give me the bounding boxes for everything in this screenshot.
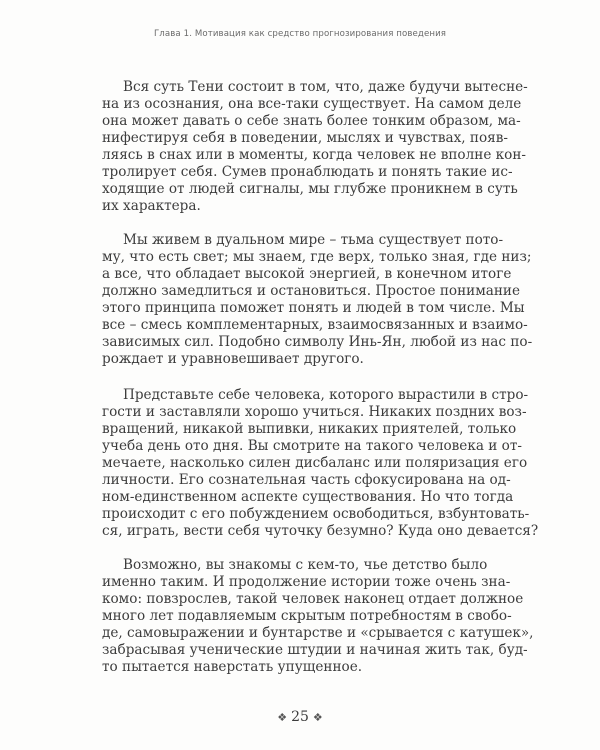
text-line: она может давать о себе знать более тонким образом, ма- bbox=[102, 113, 521, 129]
text-line: а все, что обладает высокой энергией, в конечном итоге bbox=[102, 266, 512, 282]
text-line: мечаете, насколько силен дисбаланс или поляризация его bbox=[102, 455, 528, 471]
page-footer bbox=[0, 709, 600, 725]
paragraph bbox=[102, 557, 534, 676]
text-line: ся, играть, вести себя чуточку безумно? Куда оно девается? bbox=[102, 523, 539, 539]
running-header: Глава 1. Мотивация как средство прогнозирования поведения bbox=[153, 29, 447, 39]
paragraph bbox=[102, 232, 533, 368]
page-number: 25 bbox=[291, 709, 309, 725]
text-line: Вся суть Тени состоит в том, что, даже будучи вытесне- bbox=[123, 79, 528, 95]
text-line: Возможно, вы знакомы с кем-то, чье детство было bbox=[123, 557, 488, 573]
text-line: рождает и уравновешивает другого. bbox=[102, 351, 364, 367]
text-line: Мы живем в дуальном мире – тьма существует пото- bbox=[123, 232, 504, 248]
text-line: то пытается наверстать упущенное. bbox=[102, 659, 363, 675]
text-line: их характера. bbox=[102, 198, 201, 214]
ornament-left-icon: ❖ bbox=[277, 711, 288, 724]
text-line: учеба день ото дня. Вы смотрите на такого человека и от- bbox=[102, 438, 522, 454]
text-line: комо: повзрослев, такой человек наконец отдает должное bbox=[102, 591, 524, 607]
text-line: происходит с его побуждением освободиться, взбунтовать- bbox=[102, 506, 530, 522]
paragraph bbox=[102, 387, 539, 540]
text-line: много лет подавляемым скрытым потребностям в свобо- bbox=[102, 608, 512, 624]
text-line: зависимых сил. Подобно символу Инь-Ян, любой из нас по- bbox=[102, 334, 533, 350]
text-line: де, самовыражении и бунтарстве и «срывается с катушек», bbox=[102, 625, 534, 641]
text-line: должно замедлиться и остановиться. Простое понимание bbox=[102, 283, 521, 299]
ornament-right-icon: ❖ bbox=[312, 711, 323, 724]
text-line: Представьте себе человека, которого вырастили в стро- bbox=[123, 387, 529, 403]
text-line: ляясь в снах или в моменты, когда человек не вполне кон- bbox=[102, 147, 527, 163]
paragraph bbox=[102, 79, 528, 215]
text-line: личности. Его сознательная часть сфокусирована на од- bbox=[102, 472, 511, 488]
text-line: тролирует себя. Сумев пронаблюдать и понять такие ис- bbox=[102, 164, 513, 180]
text-line: нифестируя себя в поведении, мыслях и чувствах, появ- bbox=[102, 130, 508, 146]
text-line: на из осознания, она все-таки существует. На самом деле bbox=[102, 96, 522, 112]
text-line: гости и заставляли хорошо учиться. Никаких поздних воз- bbox=[102, 404, 527, 420]
text-line: этого принципа поможет понять и людей в том числе. Мы bbox=[102, 300, 525, 316]
text-line: именно таким. И продолжение истории тоже очень зна- bbox=[102, 574, 511, 590]
text-line: ном-единственном аспекте существования. Но что тогда bbox=[102, 489, 514, 505]
text-line: ходящие от людей сигналы, мы глубже проникнем в суть bbox=[102, 181, 518, 197]
text-line: забрасывая ученические штудии и начиная жить так, буд- bbox=[102, 642, 528, 658]
text-line: все – смесь комплементарных, взаимосвязанных и взаимо- bbox=[102, 317, 528, 333]
text-line: вращений, никакой выпивки, никаких приятелей, только bbox=[102, 421, 517, 437]
text-line: му, что есть свет; мы знаем, где верх, только зная, где низ; bbox=[102, 249, 532, 265]
